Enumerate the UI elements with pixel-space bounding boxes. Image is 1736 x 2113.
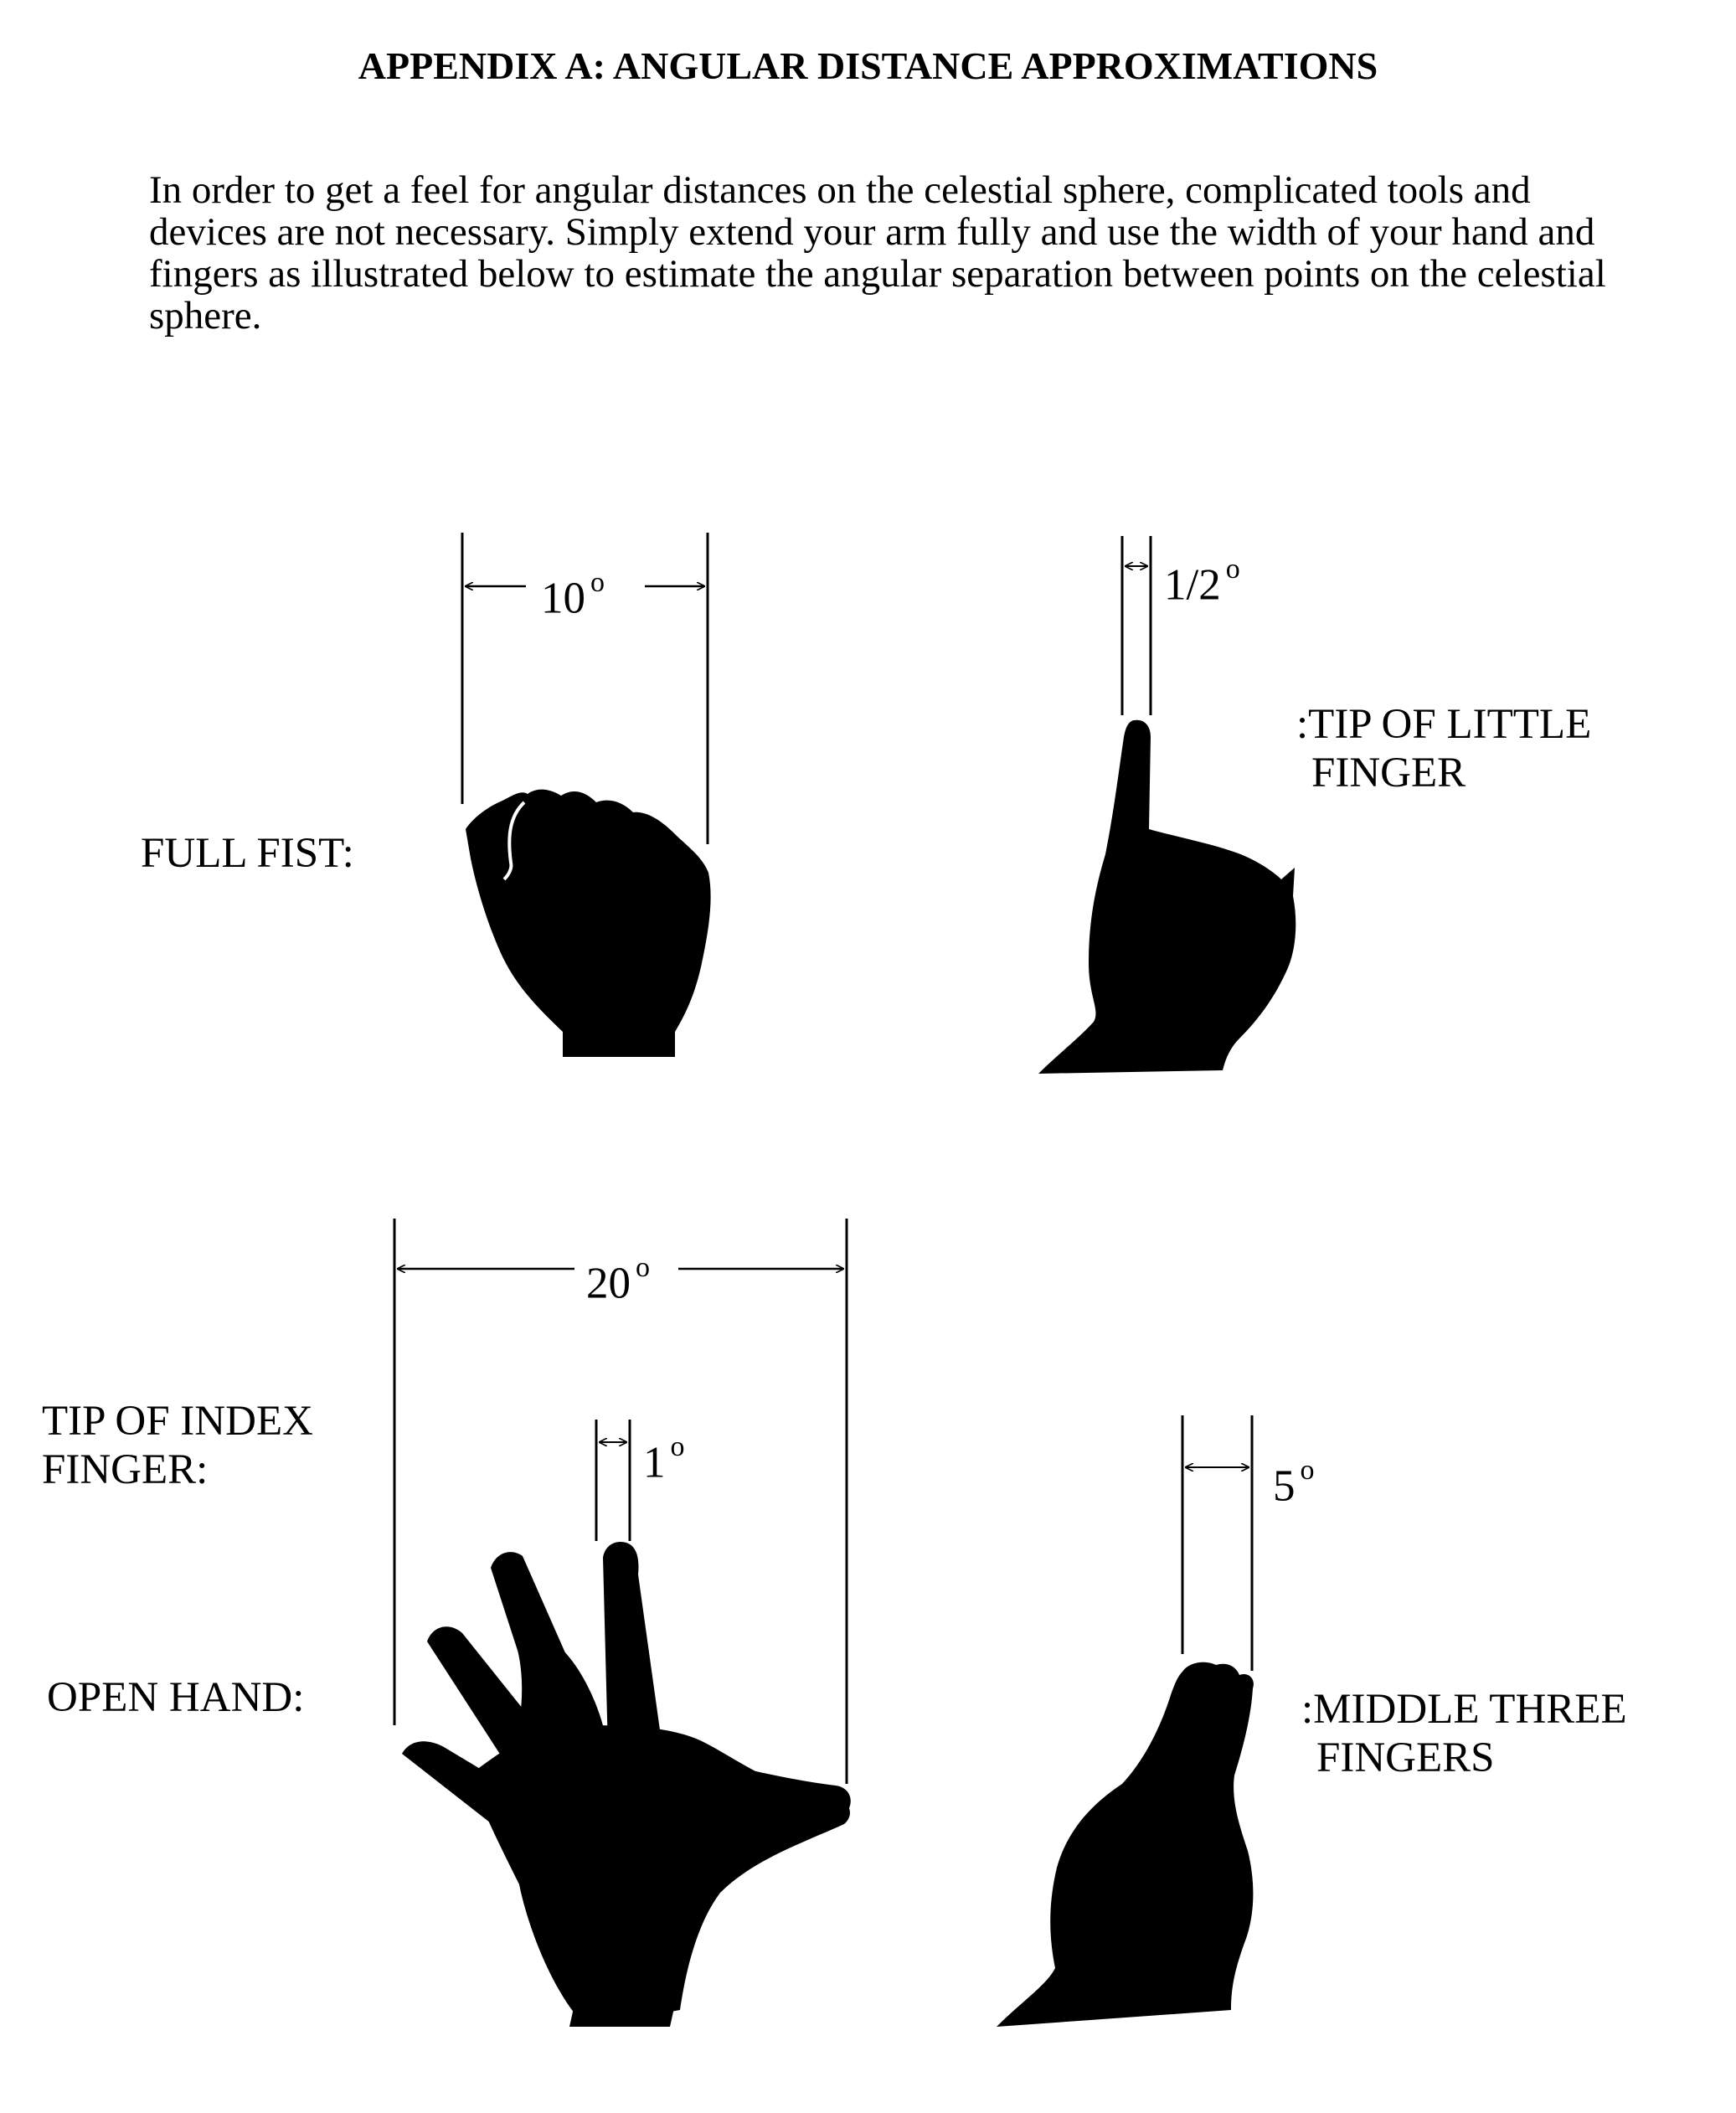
full-fist-silhouette <box>466 790 711 1057</box>
page-title: APPENDIX A: ANGULAR DISTANCE APPROXIMATIONS <box>358 44 1378 87</box>
index-finger-angle-label: 1 $^o$ <box>643 1431 685 1487</box>
index-finger-label-line2: FINGER: <box>42 1446 209 1493</box>
open-hand-degree-mark: o <box>636 1252 650 1283</box>
little-finger-label-line1: :TIP OF LITTLE <box>1296 701 1592 748</box>
three-fingers-label <box>1301 1685 1627 1782</box>
little-finger-silhouette <box>1038 720 1296 1074</box>
index-finger-measure-guides <box>596 1420 630 1541</box>
open-hand-label: OPEN HAND: <box>47 1674 305 1721</box>
open-hand-angle-label: 20 $^o$ <box>586 1252 650 1308</box>
full-fist-label: FULL FIST: <box>141 830 354 877</box>
index-finger-label <box>42 1397 313 1494</box>
little-finger-label <box>1296 700 1591 797</box>
index-finger-label-line1: TIP OF INDEX <box>42 1398 313 1445</box>
three-fingers-degree-mark: o <box>1300 1455 1315 1486</box>
fist-angle-label: 10 $^o$ <box>541 567 605 623</box>
little-finger-angle-label: 1/2 $^o$ <box>1164 554 1240 610</box>
three-fingers-label-line2: FINGERS <box>1316 1734 1495 1781</box>
open-hand-silhouette <box>402 1542 851 2027</box>
index-finger-degree-mark: o <box>670 1431 685 1462</box>
little-finger-label-line2: FINGER <box>1311 750 1466 796</box>
three-fingers-angle-label: 5 $^o$ <box>1273 1455 1315 1511</box>
fist-degree-mark: o <box>590 567 605 598</box>
little-finger-measure-guides <box>1122 536 1151 715</box>
three-fingers-measure-guides <box>1182 1415 1252 1671</box>
three-fingers-silhouette <box>997 1662 1254 2027</box>
little-finger-degree-mark: o <box>1225 554 1240 585</box>
three-fingers-label-line1: :MIDDLE THREE <box>1301 1686 1627 1733</box>
intro-text: In order to get a feel for angular distances on the celestial sphere, complicated tools and devices are not necessary. Simply extend your arm fully and use the width of your hand and fingers as illustrated below to estimate the angular separation between points on the celestial sphere. <box>149 168 1606 338</box>
